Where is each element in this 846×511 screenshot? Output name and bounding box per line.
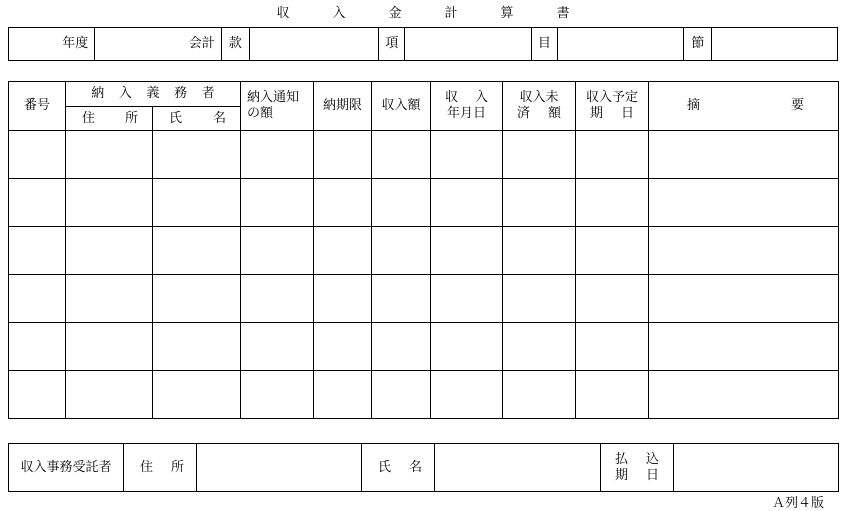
table-cell[interactable] — [503, 323, 576, 371]
table-cell[interactable] — [66, 227, 153, 275]
table-row — [9, 323, 839, 371]
agent-address-label — [124, 444, 197, 492]
title-char: 金 — [388, 6, 402, 21]
payer-char: 義 — [146, 86, 160, 101]
table-cell[interactable] — [241, 371, 314, 419]
scheduled-date-header — [576, 82, 649, 131]
name-char: 氏 — [169, 110, 183, 126]
payment-char: 込 — [645, 451, 659, 467]
notice-line1: 納入通知 — [247, 90, 300, 105]
table-cell[interactable] — [314, 323, 372, 371]
payer-char: 入 — [118, 86, 132, 101]
payment-date-field[interactable] — [674, 444, 839, 492]
received-amount-header: 収入額 — [372, 82, 431, 131]
table-cell[interactable] — [576, 371, 649, 419]
table-cell[interactable] — [431, 323, 503, 371]
table-cell[interactable] — [431, 131, 503, 179]
kou-label: 項 — [379, 28, 405, 61]
fiscal-year-label: 年度 — [9, 28, 95, 61]
table-cell[interactable] — [9, 227, 66, 275]
agent-address-char: 所 — [170, 459, 184, 475]
address-char: 所 — [124, 110, 138, 126]
title-char: 書 — [556, 6, 570, 21]
payer-char: 納 — [91, 86, 105, 101]
agent-address-char: 住 — [140, 459, 154, 475]
number-header: 番号 — [9, 82, 66, 131]
table-cell[interactable] — [431, 275, 503, 323]
table-cell[interactable] — [372, 131, 431, 179]
kou-field[interactable] — [405, 28, 531, 61]
table-cell[interactable] — [503, 131, 576, 179]
due-date-header: 納期限 — [314, 82, 372, 131]
table-cell[interactable] — [314, 275, 372, 323]
table-cell[interactable] — [66, 275, 153, 323]
scheduled-char: 日 — [621, 106, 635, 121]
remarks-char: 摘 — [687, 98, 701, 113]
table-row — [9, 131, 839, 179]
table-cell[interactable] — [153, 131, 241, 179]
table-cell[interactable] — [503, 179, 576, 227]
address-header — [66, 107, 153, 131]
table-cell[interactable] — [153, 371, 241, 419]
table-cell[interactable] — [576, 131, 649, 179]
remarks-char: 要 — [791, 98, 805, 113]
title-char: 算 — [500, 6, 514, 21]
table-cell[interactable] — [576, 179, 649, 227]
payer-char: 務 — [174, 86, 188, 101]
account-label: 会計 — [95, 28, 221, 61]
notice-amount-header — [241, 82, 314, 131]
table-cell[interactable] — [649, 371, 839, 419]
table-cell[interactable] — [9, 371, 66, 419]
table-cell[interactable] — [576, 323, 649, 371]
table-cell[interactable] — [241, 131, 314, 179]
table-cell[interactable] — [9, 275, 66, 323]
table-cell[interactable] — [503, 275, 576, 323]
table-row — [9, 227, 839, 275]
table-cell[interactable] — [314, 371, 372, 419]
kan-field[interactable] — [249, 28, 378, 61]
agent-name-label — [362, 444, 435, 492]
table-cell[interactable] — [241, 227, 314, 275]
revenue-table — [8, 81, 839, 419]
table-cell[interactable] — [153, 227, 241, 275]
setsu-field[interactable] — [712, 28, 838, 61]
payment-date-label — [601, 444, 674, 492]
table-cell[interactable] — [66, 371, 153, 419]
table-row — [9, 371, 839, 419]
received-char: 入 — [475, 90, 489, 105]
table-cell[interactable] — [153, 179, 241, 227]
title-char: 入 — [332, 6, 346, 21]
table-cell[interactable] — [66, 179, 153, 227]
table-cell[interactable] — [503, 371, 576, 419]
scheduled-line1: 収入予定 — [586, 90, 639, 105]
paper-size-note: Ａ列４版 — [771, 496, 824, 511]
table-cell[interactable] — [153, 275, 241, 323]
table-cell[interactable] — [9, 131, 66, 179]
agent-name-char: 名 — [408, 459, 422, 475]
table-cell[interactable] — [372, 179, 431, 227]
unpaid-line1: 収入未 — [519, 90, 559, 105]
title-char: 計 — [444, 6, 458, 21]
name-char: 名 — [213, 110, 227, 126]
table-cell[interactable] — [314, 179, 372, 227]
kan-label: 款 — [221, 28, 249, 61]
table-cell[interactable] — [9, 323, 66, 371]
table-cell[interactable] — [431, 371, 503, 419]
table-cell[interactable] — [314, 227, 372, 275]
agent-name-field[interactable] — [435, 444, 601, 492]
table-cell[interactable] — [314, 131, 372, 179]
title-char: 収 — [276, 6, 290, 21]
table-cell[interactable] — [431, 227, 503, 275]
table-cell[interactable] — [372, 323, 431, 371]
payment-char: 払 — [615, 451, 629, 467]
agent-name-char: 氏 — [378, 459, 392, 475]
address-char: 住 — [82, 110, 96, 126]
payer-char: 者 — [201, 86, 215, 101]
scheduled-char: 期 — [590, 106, 604, 121]
table-cell[interactable] — [241, 275, 314, 323]
table-row — [9, 179, 839, 227]
table-cell[interactable] — [649, 131, 839, 179]
table-cell[interactable] — [503, 227, 576, 275]
received-date-header — [431, 82, 503, 131]
remarks-header — [649, 82, 839, 131]
table-cell[interactable] — [153, 323, 241, 371]
table-row — [9, 275, 839, 323]
moku-label: 目 — [531, 28, 557, 61]
unpaid-char: 額 — [548, 106, 562, 121]
table-cell[interactable] — [576, 275, 649, 323]
agent-table — [8, 443, 839, 492]
table-cell[interactable] — [649, 179, 839, 227]
table-cell[interactable] — [576, 227, 649, 275]
table-cell[interactable] — [241, 179, 314, 227]
table-cell[interactable] — [241, 323, 314, 371]
payment-char: 日 — [645, 467, 659, 483]
received-char: 収 — [445, 90, 459, 105]
table-cell[interactable] — [66, 323, 153, 371]
table-cell[interactable] — [372, 275, 431, 323]
table-cell[interactable] — [431, 179, 503, 227]
document-title — [0, 2, 846, 20]
unpaid-char: 済 — [517, 106, 531, 121]
received-date-line2: 年月日 — [447, 106, 487, 121]
table-cell[interactable] — [9, 179, 66, 227]
name-header — [153, 107, 241, 131]
payment-char: 期 — [615, 467, 629, 483]
account-row-table — [8, 27, 838, 61]
table-cell[interactable] — [66, 131, 153, 179]
notice-line2: の額 — [247, 106, 274, 121]
payer-header — [66, 82, 241, 107]
table-cell[interactable] — [372, 371, 431, 419]
setsu-label: 節 — [684, 28, 712, 61]
table-cell[interactable] — [649, 323, 839, 371]
table-cell[interactable] — [372, 227, 431, 275]
agent-label: 収入事務受託者 — [9, 444, 124, 492]
moku-field[interactable] — [557, 28, 683, 61]
table-cell[interactable] — [649, 227, 839, 275]
table-cell[interactable] — [649, 275, 839, 323]
agent-address-field[interactable] — [197, 444, 362, 492]
unpaid-header — [503, 82, 576, 131]
